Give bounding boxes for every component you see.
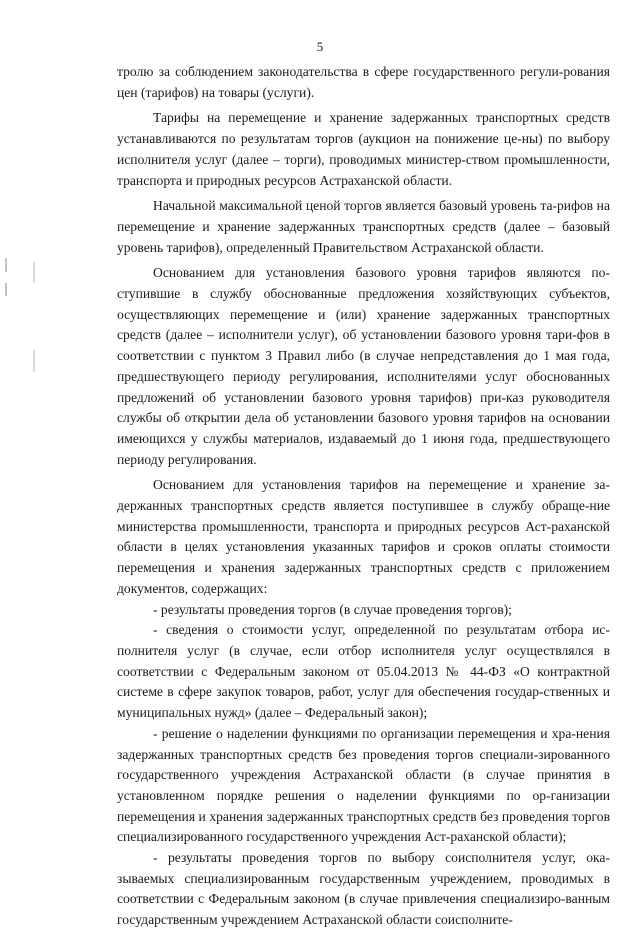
paragraph-tariffs-auction: Тарифы на перемещение и хранение задержанных транспортных средств устанавливаются по результатам торгов (аукцион на понижение це-ны) по выбору исполнителя услуг (далее – торги), проводимых министер-ством промышленности, транспорта и природных ресурсов Астраханской области.	[117, 110, 610, 188]
list-item-institution-decision: - решение о наделении функциями по организации перемещения и хра-нения задержанных транспортных средств без проведения торгов специали-зированного государственного учреждения Астраханской области (в случае принятия в установленном порядке решения о наделении функциями по ор-ганизации перемещения и хранения задержанных транспортных средств без проведения торгов специализированного государственного учреждения Аст-раханской области);	[117, 725, 610, 845]
list-item-auction-results: - результаты проведения торгов (в случае проведения торгов);	[153, 601, 512, 617]
paragraph-tariff-grounds: Основанием для установления тарифов на перемещение и хранение за-держанных транспортных средств является поступившее в службу обраще-ние министерства промышленности, транспорта и природных ресурсов Аст-раханской области в целях установления указанных тарифов и сроков оплаты стоимости перемещения и хранения задержанных транспортных средств с приложением документов, содержащих:	[117, 477, 610, 596]
paragraph-base-level-grounds: Основанием для установления базового уровня тарифов являются по-ступившие в службу обоснованные предложения хозяйствующих субъектов, осуществляющих перемещение и (или) хранение задержанных транспортных средств (далее – исполнители услуг), об установлении базового уровня тари-фов в соответствии с пунктом 3 Правил либо (в случае непредставления до 1 мая года, предшествующего периоду регулирования, исполнителями услуг обоснованных предложений об установлении базового уровня тарифов) при-каз руководителя службы об открытии дела об установлении базового уровня тарифов на основании имеющихся у службы материалов, издаваемый до 1 июня года, предшествующего периоду регулирования.	[117, 265, 610, 467]
list-item-service-cost: - сведения о стоимости услуг, определенной по результатам отбора ис-полнителя услуг (в случае, если отбор исполнителя услуг осуществлялся в соответствии с Федеральным законом от 05.04.2013 № 44-ФЗ «О контрактной системе в сфере закупок товаров, работ, услуг для обеспечения государ-ственных и муниципальных нужд» (далее – Федеральный закон);	[117, 622, 610, 721]
paragraph-starting-price: Начальной максимальной ценой торгов является базовый уровень та-рифов на перемещение и хранение задержанных транспортных средств (далее – базовый уровень тарифов), определенный Правительством Астраханской области.	[117, 198, 610, 255]
list-item-co-executor-results: - результаты проведения торгов по выбору соисполнителя услуг, ока-зываемых специализированным государственным учреждением, проводимых в соответствии с Федеральным законом (в случае привлечения специализиро-ванным государственным учреждением Астраханской области соисполните-	[117, 850, 610, 928]
document-body	[117, 62, 610, 931]
page-number: 5	[316, 39, 324, 54]
paragraph-continuation: тролю за соблюдением законодательства в сфере государственного регули-рования цен (тарифов) на товары (услуги).	[117, 64, 610, 100]
